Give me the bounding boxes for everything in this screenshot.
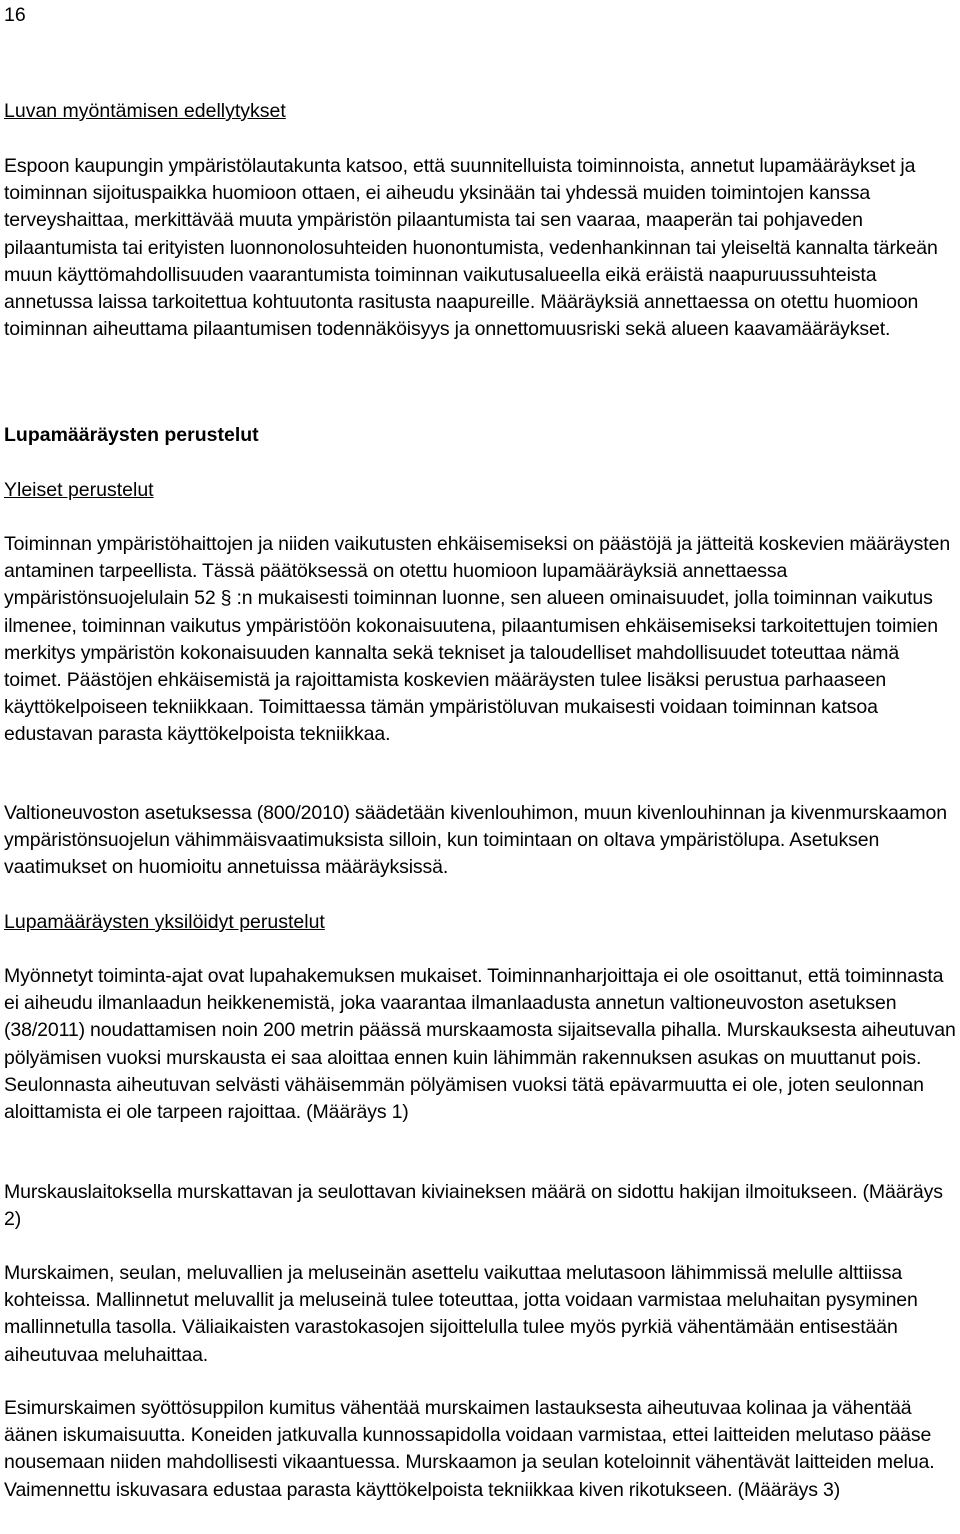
yksiloidyt-title-block <box>4 909 960 936</box>
yksiloidyt-title: Lupamääräysten yksilöidyt perustelut <box>4 911 325 933</box>
perustelut-title: Lupamääräysten perustelut <box>4 424 259 446</box>
intro-paragraph: Espoon kaupungin ympäristölautakunta katsoo, että suunnitelluista toiminnoista, annetut lupamääräykset ja toiminnan sijoituspaikka huomioon ottaen, ei aiheudu yksinään tai yhdessä muiden toimintojen kanssa terveyshaittaa, merkittävää muuta ympäristön pilaantumista tai sen vaaraa, maaperän tai pohjaveden pilaantumista tai erityisten luonnonolosuhteiden huonontumista, vedenhankinnan tai yleiseltä kannalta tärkeän muun käyttömahdollisuuden vaarantumista toiminnan vaikutusalueella eikä eräistä naapuruussuhteista annetussa laissa tarkoitettua kohtuutonta rasitusta naapureille. Määräyksiä annettaessa on otettu huomioon toiminnan aiheuttama pilaantumisen todennäköisyys ja onnettomuusriski sekä alueen kaavamääräykset. <box>4 155 938 341</box>
melu-block <box>4 1260 960 1369</box>
paragraph-maarays-2: Murskauslaitoksella murskattavan ja seulottavan kiviaineksen määrä on sidottu hakijan ilmoitukseen. (Määräys 2) <box>4 1181 943 1231</box>
yleiset-title-block <box>4 477 960 504</box>
paragraph-maarays-1: Myönnetyt toiminta-ajat ovat lupahakemuksen mukaiset. Toiminnanharjoittaja ei ole osoittanut, että toiminnasta ei aiheudu ilmanlaadun heikkenemistä, joka vaarantaa ilmanlaadusta annetun valtioneuvoston asetuksen (38/2011) noudattamisen noin 200 metrin päässä murskaamosta sijaitsevalla pihalla. Murskauksesta aiheutuvan pölyämisen vuoksi murskausta ei saa aloittaa ennen kuin lähimmän rakennuksen asukas on muuttanut pois. Seulonnasta aiheutuvan selvästi vähäisemmän pölyämisen vuoksi tätä epävarmuutta ei ole, joten seulonnan aloittamista ei ole tarpeen rajoittaa. (Määräys 1) <box>4 965 956 1124</box>
paragraph-melu: Murskaimen, seulan, meluvallien ja meluseinän asettelu vaikuttaa melutasoon lähimmissä melulle alttiissa kohteissa. Mallinnetut meluvallit ja meluseinä tulee toteuttaa, jotta voidaan varmistaa meluhaitan pysyminen mallinnetulla tasolla. Väliaikaisten varastokasojen sijoittelulla tulee myös pyrkiä vähentämään entisestään aiheutuvaa meluhaittaa. <box>4 1262 918 1366</box>
maarays2-block <box>4 1179 960 1233</box>
page-number: 16 <box>4 4 26 26</box>
paragraph-maarays-3: Esimurskaimen syöttösuppilon kumitus vähentää murskaimen lastauksesta aiheutuvaa kolinaa ja vähentää äänen iskumaisuutta. Koneiden jatkuvalla kunnossapidolla voidaan varmistaa, ettei laitteiden melutaso pääse nousemaan niiden mahdollisesti vikaantuessa. Murskaamon ja seulan koteloinnit vähentävät laitteiden melua. Vaimennettu iskuvasara edustaa parasta käyttökelpoista tekniikkaa kiven rikotukseen. (Määräys 3) <box>4 1397 935 1501</box>
yleiset-paragraph: Toiminnan ympäristöhaittojen ja niiden vaikutusten ehkäisemiseksi on päästöjä ja jätteitä koskevien määräysten antaminen tarpeellista. Tässä päätöksessä on otettu huomioon lupamääräyksiä annettaessa ympäristönsuojelulain 52 § :n mukaisesti toiminnan luonne, sen alueen ominaisuudet, jolla toiminnan vaikutus ilmenee, toiminnan vaikutus ympäristöön kokonaisuutena, pilaantumisen ehkäisemiseksi tarkoitettujen toimien merkitys ympäristön kokonaisuuden kannalta sekä tekniset ja taloudelliset mahdollisuudet toteuttaa nämä toimet. Päästöjen ehkäisemistä ja rajoittamista koskevien määräysten tulee lisäksi perustua parhaaseen käyttökelpoiseen tekniikkaan. Toimittaessa tämän ympäristöluvan mukaisesti voidaan toiminnan katsoa edustavan parasta käyttökelpoista tekniikkaa. <box>4 533 951 746</box>
valtioneuvosto-paragraph: Valtioneuvoston asetuksessa (800/2010) säädetään kivenlouhimon, muun kivenlouhinnan ja kivenmurskaamon ympäristönsuojelun vähimmäisvaatimuksista silloin, kun toimintaan on oltava ympäristölupa. Asetuksen vaatimukset on huomioitu annetuissa määräyksissä. <box>4 802 947 879</box>
intro-block <box>4 153 960 343</box>
perustelut-title-block <box>4 422 960 449</box>
section-title: Luvan myöntämisen edellytykset <box>4 100 286 122</box>
yleiset-title: Yleiset perustelut <box>4 479 154 501</box>
valtioneuvosto-block <box>4 800 960 882</box>
maarays1-block <box>4 963 960 1126</box>
maarays3-block <box>4 1395 960 1504</box>
section-title-block <box>4 98 960 125</box>
yleiset-block <box>4 531 960 749</box>
